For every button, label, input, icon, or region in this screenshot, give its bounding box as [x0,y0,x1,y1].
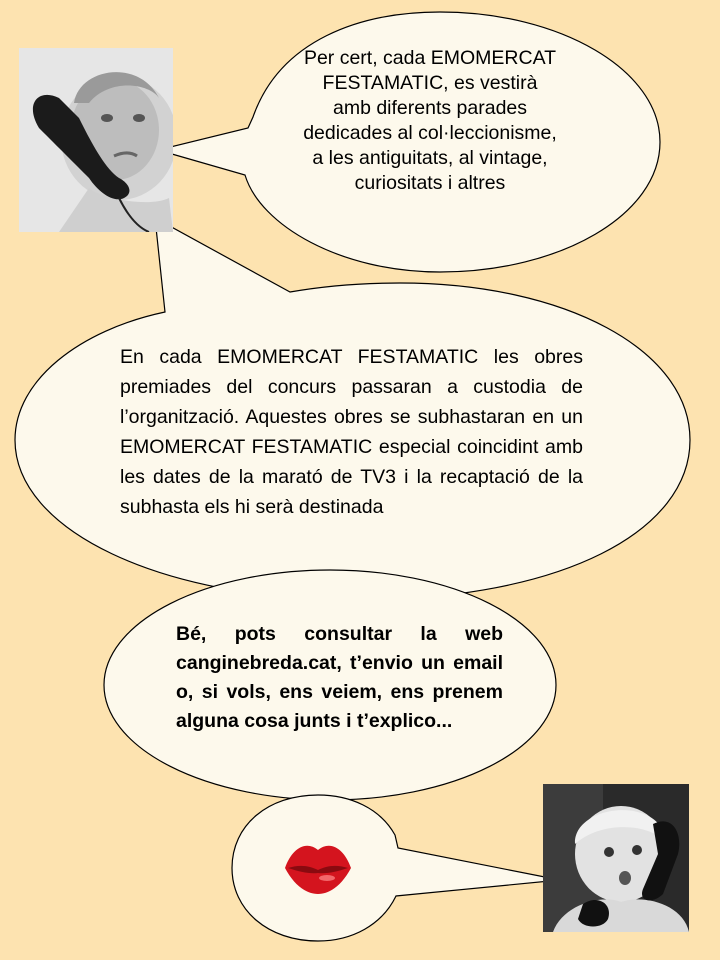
bubble-top-line: a les antiguitats, al vintage, [312,147,548,169]
bubble-top-text [300,46,560,196]
bubble-top-line: dedicades al col·leccionisme, [303,122,557,144]
bubble-top-line: Per cert, cada EMOMERCAT [303,47,557,69]
bubble-top-line: curiositats i altres [354,172,506,194]
girl-on-telephone-photo [543,784,689,932]
bubble-middle-text: En cada EMOMERCAT FESTAMATIC les obres premiades del concurs passaran a custodia de l’organització. Aquestes obres se subhastaran en un EMOMERCAT FESTAMATIC especial coincidint amb les dates de la marató de TV3 i la recaptació de la subhasta els hi serà destinada [120,346,583,518]
speech-bubble-lips [232,795,560,941]
bubble-top-line: FESTAMATIC, es vestirà [322,72,538,94]
bubble-top-line: amb diferents parades [332,97,528,119]
bubble-bottom-text: Bé, pots consultar la web canginebreda.cat, t’envio un email o, si vols, ens veiem, ens prenem alguna cosa junts i t’explico... [176,623,503,732]
baby-on-telephone-photo [19,48,173,232]
